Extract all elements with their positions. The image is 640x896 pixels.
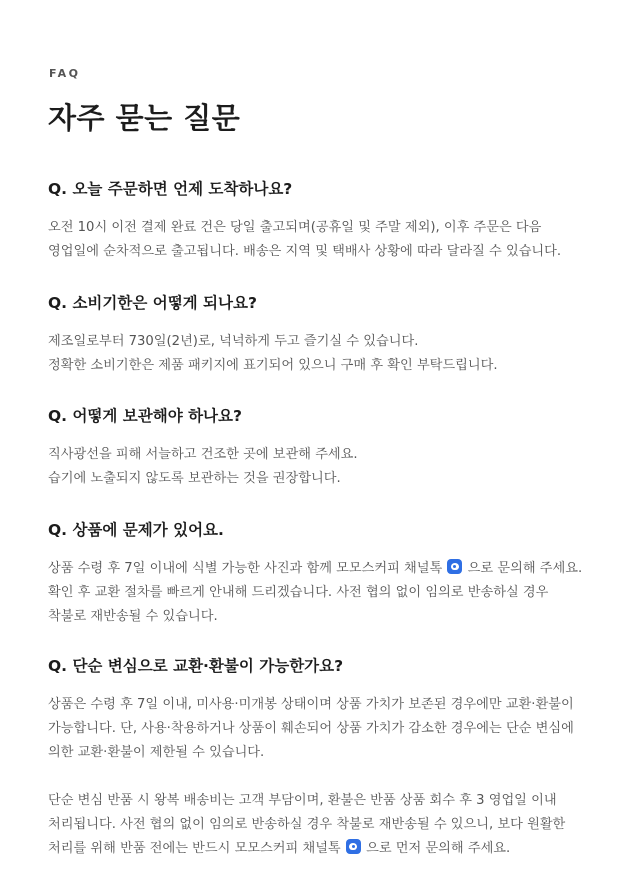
answer-line: 영업일에 순차적으로 출고됩니다. 배송은 지역 및 택배사 상황에 따라 달라질 수 있습니다. xyxy=(48,244,562,259)
answer-paragraph xyxy=(48,693,600,765)
answer-line: 상품은 수령 후 7일 이내, 미사용·미개봉 상태이며 상품 가치가 보존된 경우에만 교환·환불이 xyxy=(48,697,574,712)
answer-paragraph xyxy=(48,216,600,264)
faq-question: Q. 어떻게 보관해야 하나요? xyxy=(48,407,242,425)
faq-question: Q. 오늘 주문하면 언제 도착하나요? xyxy=(48,180,293,198)
answer-line: 단순 변심 반품 시 왕복 배송비는 고객 부담이며, 환불은 반품 상품 회수 후 3 영업일 이내 xyxy=(48,793,557,808)
answer-paragraph xyxy=(48,443,600,491)
answer-line: 정확한 소비기한은 제품 패키지에 표기되어 있으니 구매 후 확인 부탁드립니다. xyxy=(48,358,498,373)
faq-answer xyxy=(48,443,600,491)
faq-question: Q. 단순 변심으로 교환·환불이 가능한가요? xyxy=(48,657,344,675)
answer-paragraph xyxy=(48,557,600,629)
answer-line: 확인 후 교환 절차를 빠르게 안내해 드리겠습니다. 사전 협의 없이 임의로 반송하실 경우 xyxy=(48,585,549,600)
faq-item-delivery xyxy=(48,177,600,264)
faq-question: Q. 상품에 문제가 있어요. xyxy=(48,521,224,539)
channel-talk-icon[interactable] xyxy=(346,839,361,854)
answer-text: 처리를 위해 반품 전에는 반드시 모모스커피 채널톡 xyxy=(48,841,341,856)
answer-line: 직사광선을 피해 서늘하고 건조한 곳에 보관해 주세요. xyxy=(48,447,358,462)
faq-answer xyxy=(48,693,600,861)
section-eyebrow: FAQ xyxy=(49,67,81,80)
answer-line: 습기에 노출되지 않도록 보관하는 것을 권장합니다. xyxy=(48,471,341,486)
answer-line xyxy=(48,837,600,861)
faq-item-refund xyxy=(48,654,600,861)
answer-line: 제조일로부터 730일(2년)로, 넉넉하게 두고 즐기실 수 있습니다. xyxy=(48,334,419,349)
answer-line: 가능합니다. 단, 사용·착용하거나 상품이 훼손되어 상품 가치가 감소한 경우에는 단순 변심에 xyxy=(48,721,574,736)
answer-text: 상품 수령 후 7일 이내에 식별 가능한 사진과 함께 모모스커피 채널톡 xyxy=(48,561,443,576)
answer-line: 의한 교환·환불이 제한될 수 있습니다. xyxy=(48,745,265,760)
faq-answer xyxy=(48,557,600,629)
faq-answer xyxy=(48,330,600,378)
answer-text: 으로 문의해 주세요. xyxy=(467,561,583,576)
faq-item-expiry xyxy=(48,291,600,378)
faq-item-storage xyxy=(48,404,600,491)
answer-paragraph xyxy=(48,330,600,378)
page-title: 자주 묻는 질문 xyxy=(48,101,241,135)
faq-answer xyxy=(48,216,600,264)
answer-paragraph xyxy=(48,789,600,861)
answer-text: 으로 먼저 문의해 주세요. xyxy=(366,841,511,856)
answer-line: 처리됩니다. 사전 협의 없이 임의로 반송하실 경우 착불로 재반송될 수 있으니, 보다 원활한 xyxy=(48,817,566,832)
answer-line: 오전 10시 이전 결제 완료 건은 당일 출고되며(공휴일 및 주말 제외), 이후 주문은 다음 xyxy=(48,220,542,235)
answer-line xyxy=(48,557,600,581)
channel-talk-icon[interactable] xyxy=(447,559,462,574)
faq-item-defect xyxy=(48,518,600,629)
faq-question: Q. 소비기한은 어떻게 되나요? xyxy=(48,294,257,312)
answer-line: 착불로 재반송될 수 있습니다. xyxy=(48,609,218,624)
